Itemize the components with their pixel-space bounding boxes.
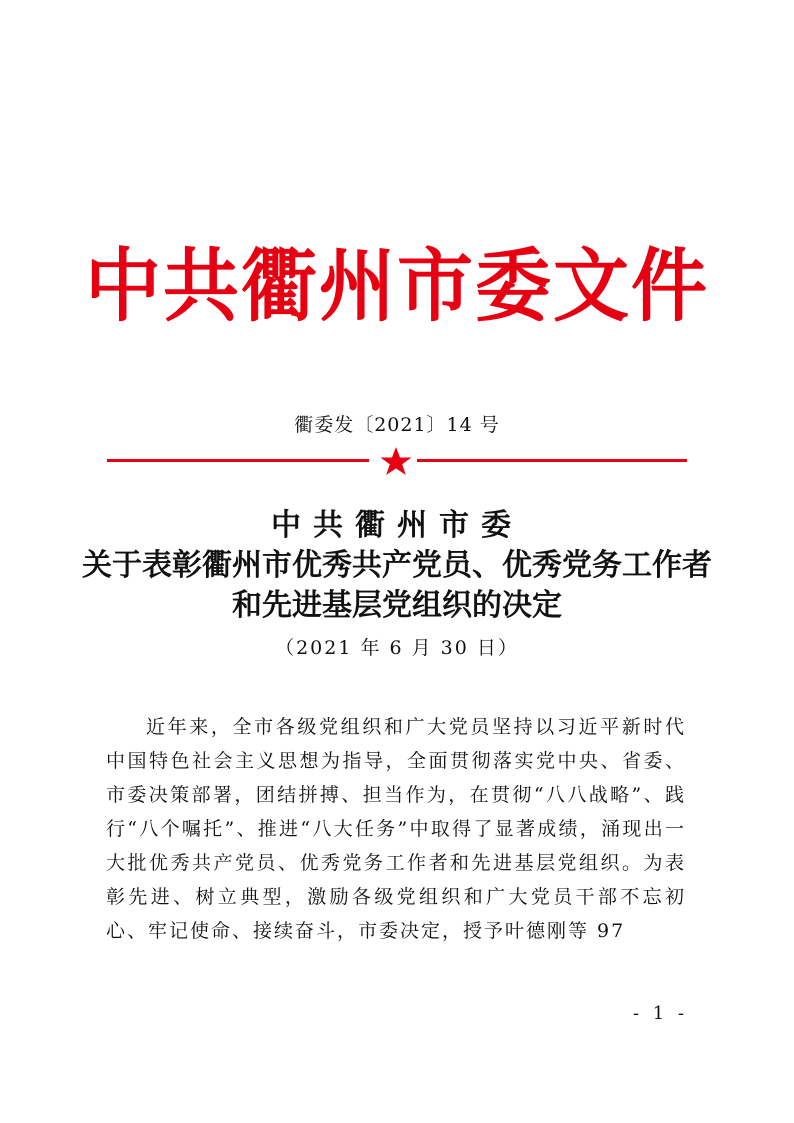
title-line-2: 关于表彰衢州市优秀共产党员、优秀党务工作者 (82, 548, 712, 583)
document-date: （2021 年 6 月 30 日） (275, 637, 519, 659)
separator-line-right (417, 459, 687, 462)
document-masthead: 中共衢州市委文件 (85, 238, 709, 333)
title-line-1: 中共衢州市委 (271, 508, 523, 543)
document-number: 衢委发〔2021〕14 号 (294, 414, 500, 436)
body-paragraph: 近年来，全市各级党组织和广大党员坚持以习近平新时代中国特色社会主义思想为指导，全面贯彻落实党中央、省委、市委决策部署，团结拼搏、担当作为，在贯彻“八八战略”、践行“八个嘱托”、推进“八大任务”中取得了显著成绩，涌现出一大批优秀共产党员、优秀党务工作者和先进基层党组织。为表彰先进、树立典型，激励各级党组织和广大党员干部不忘初心、牢记使命、接续奋斗，市委决定，授予叶德刚等 97 (106, 716, 686, 942)
separator-line-left (107, 459, 369, 462)
red-separator (107, 446, 687, 476)
page-number: - 1 - (632, 1003, 688, 1024)
star-icon (379, 446, 413, 476)
title-line-3: 和先进基层党组织的决定 (232, 588, 562, 623)
